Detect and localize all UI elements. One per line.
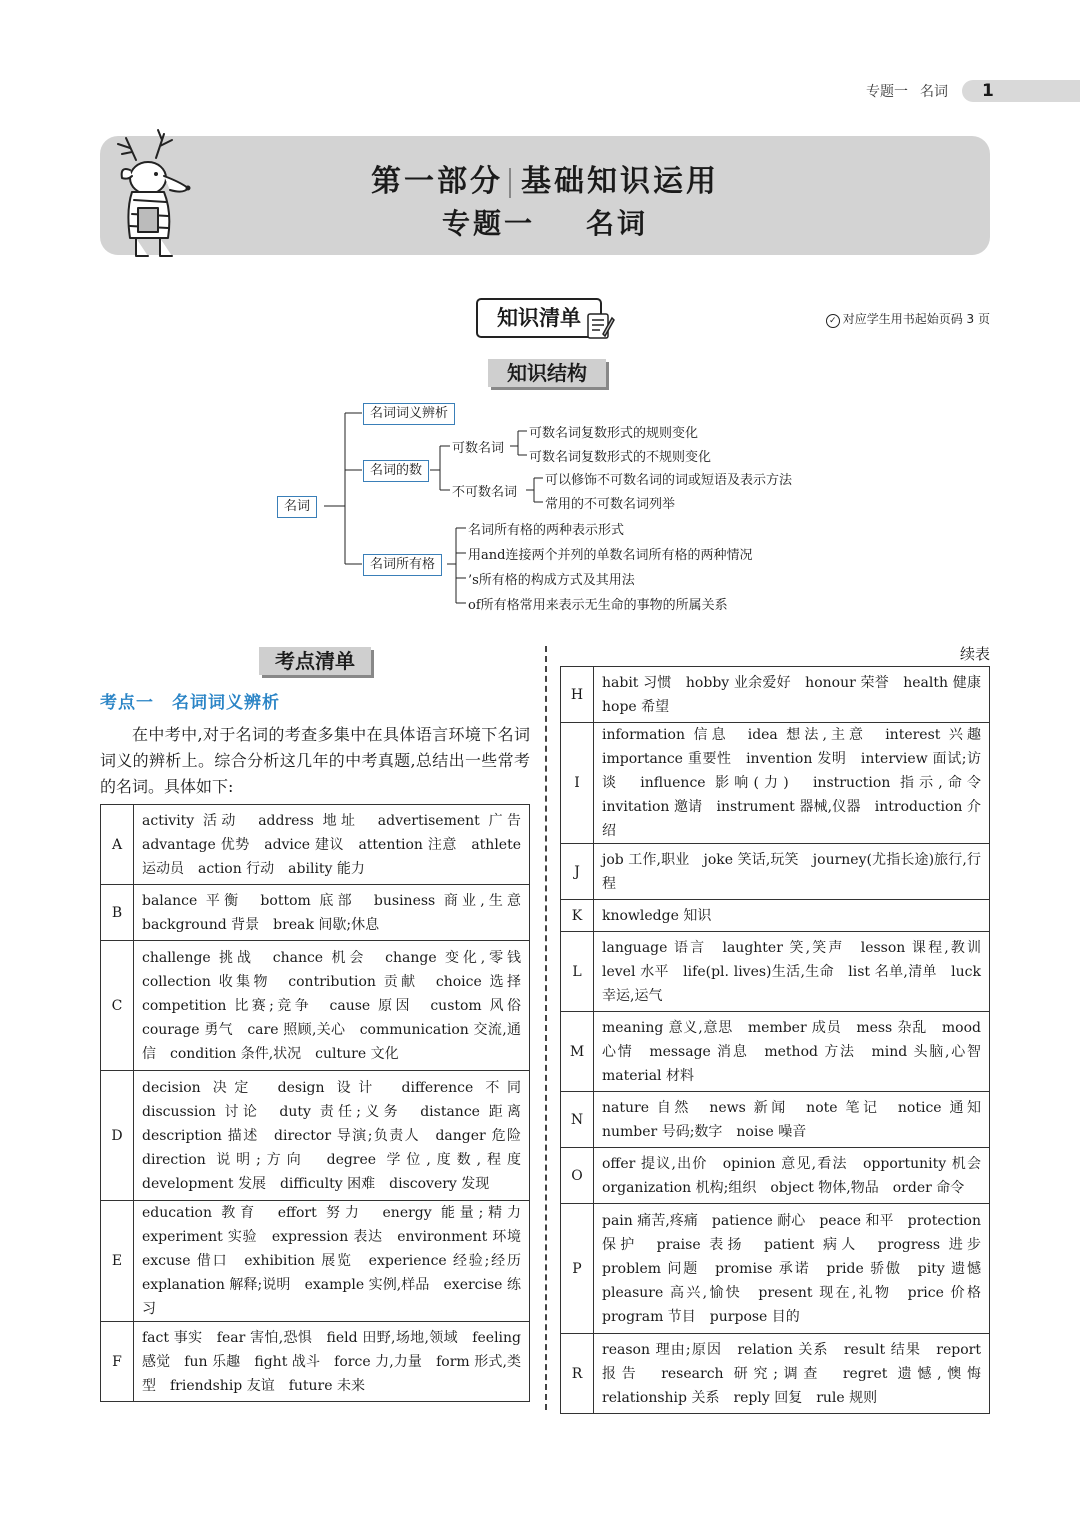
table-row (561, 1012, 990, 1092)
table-row (561, 900, 990, 932)
row-words: meaning 意义,意思 member 成员 mess 杂乱 mood 心情 message 消息 method 方法 mind 头脑,心智 material 材料 (594, 1012, 990, 1092)
row-letter: F (101, 1322, 134, 1402)
row-words: pain 痛苦,疼痛 patience 耐心 peace 和平 protection 保护 praise 表扬 patient 病人 progress 进步 problem 问题 promise 承诺 pride 骄傲 pity 遗憾 pleasure 高兴,愉快 present 现在,礼物 price 价格 program 节目 purpose 目的 (594, 1204, 990, 1334)
reference-note (826, 310, 990, 328)
mindmap-item: 名词所有格的两种表示形式 (468, 523, 625, 538)
vocab-table-left (100, 804, 535, 1402)
banner-part-title: 基础知识运用 (521, 164, 719, 199)
table-row (101, 1201, 530, 1322)
check-circle-icon: ✓ (826, 314, 840, 328)
column-divider (545, 646, 547, 1410)
mindmap-countable: 可数名词 (452, 441, 505, 456)
row-letter: K (561, 900, 594, 932)
table-row (101, 1071, 530, 1201)
row-words: information 信息 idea 想法,主意 interest 兴趣 importance 重要性 invention 发明 interview 面试;访谈 influence 影响(力) instruction 指示,命令 invitation 邀请 instrument 器械,仪器 introduction 介绍 (594, 723, 990, 844)
banner-topic-line (100, 202, 990, 242)
checklist-label: 考点清单 (259, 647, 371, 675)
row-letter: P (561, 1204, 594, 1334)
table-row (561, 1092, 990, 1148)
row-letter: A (101, 805, 134, 885)
table-row (561, 723, 990, 844)
banner-topic-name: 名词 (586, 207, 649, 240)
mindmap-branch-meaning: 名词词义辨析 (363, 403, 455, 425)
mindmap-item: 可以修饰不可数名词的词或短语及表示方法 (545, 473, 793, 488)
row-letter: N (561, 1092, 594, 1148)
table-row (561, 1334, 990, 1414)
page-number: 1 (962, 80, 1080, 102)
row-letter: D (101, 1071, 134, 1201)
row-words: education 教育 effort 努力 energy 能量;精力 experiment 实验 expression 表达 environment 环境 excuse 借口 exhibition 展览 experience 经验;经历 explanation 解释;说明 example 实例,样品 exercise 练习 (134, 1201, 530, 1322)
mindmap-item: 常用的不可数名词列举 (545, 497, 676, 512)
mindmap-item: 用and连接两个并列的单数名词所有格的两种情况 (468, 548, 753, 563)
row-letter: C (101, 941, 134, 1071)
mindmap-branch-number: 名词的数 (363, 460, 429, 482)
table-row (101, 1322, 530, 1402)
continued-label: 续表 (959, 645, 990, 663)
table-row (561, 1204, 990, 1334)
row-letter: I (561, 723, 594, 844)
row-letter: H (561, 667, 594, 723)
mindmap-item: 可数名词复数形式的规则变化 (529, 426, 699, 441)
mindmap-root: 名词 (277, 496, 317, 518)
running-header-topic: 专题一 (866, 84, 908, 100)
row-words: fact 事实 fear 害怕,恐惧 field 田野,场地,领域 feeling 感觉 fun 乐趣 fight 战斗 force 力,力量 form 形式,类型 friendship 友谊 future 未来 (134, 1322, 530, 1402)
deer-mascot-icon (108, 126, 198, 266)
banner-part-line (100, 156, 990, 200)
table-row (101, 941, 530, 1071)
banner-topic-no: 专题一 (441, 207, 535, 240)
row-letter: E (101, 1201, 134, 1322)
row-words: decision 决定 design 设计 difference 不同 discussion 讨论 duty 责任;义务 distance 距离 description 描述 director 导演;负责人 danger 危险 direction 说明;方向 degree 学位,度数,程度 development 发展 difficulty 困难 discovery 发现 (134, 1071, 530, 1201)
row-letter: B (101, 885, 134, 941)
row-words: challenge 挑战 chance 机会 change 变化,零钱 collection 收集物 contribution 贡献 choice 选择 competition 比赛;竞争 cause 原因 custom 风俗 courage 勇气 care 照顾,关心 communication 交流,通信 condition 条件,状况 culture 文化 (134, 941, 530, 1071)
mindmap-item: ’s所有格的构成方式及其用法 (468, 573, 635, 588)
structure-label: 知识结构 (488, 359, 606, 387)
mindmap-item: 可数名词复数形式的不规则变化 (529, 450, 712, 465)
reference-note-text: 对应学生用书起始页码 3 页 (842, 312, 990, 326)
banner-part: 第一部分 (371, 164, 503, 199)
row-words: habit 习惯 hobby 业余爱好 honour 荣誉 health 健康 hope 希望 (594, 667, 990, 723)
table-row (561, 667, 990, 723)
row-words: balance 平衡 bottom 底部 business 商业,生意 background 背景 break 间歇;休息 (134, 885, 530, 941)
table-row (101, 805, 530, 885)
row-words: activity 活动 address 地址 advertisement 广告 advantage 优势 advice 建议 attention 注意 athlete 运动员 action 行动 ability 能力 (134, 805, 530, 885)
table-row (561, 1148, 990, 1204)
table-row (561, 844, 990, 900)
section-title: 考点一 名词词义辨析 (100, 693, 280, 713)
running-header (866, 80, 1080, 102)
mindmap-item: of所有格常用来表示无生命的事物的所属关系 (468, 598, 728, 613)
row-letter: R (561, 1334, 594, 1414)
row-letter: O (561, 1148, 594, 1204)
row-letter: J (561, 844, 594, 900)
mindmap-uncountable: 不可数名词 (452, 485, 518, 500)
mindmap-branch-possessive: 名词所有格 (363, 554, 442, 576)
row-words: offer 提议,出价 opinion 意见,看法 opportunity 机会 organization 机构;组织 object 物体,物品 order 命令 (594, 1148, 990, 1204)
title-banner (100, 136, 990, 255)
running-header-chapter: 名词 (920, 84, 948, 100)
row-letter: L (561, 932, 594, 1012)
knowledge-list-label: 知识清单 (476, 298, 602, 338)
notebook-pencil-icon (585, 308, 615, 342)
row-words: reason 理由;原因 relation 关系 result 结果 report 报告 research 研究;调查 regret 遗憾,懊悔 relationship 关系 reply 回复 rule 规则 (594, 1334, 990, 1414)
row-words: knowledge 知识 (594, 900, 990, 932)
row-words: nature 自然 news 新闻 note 笔记 notice 通知 number 号码;数字 noise 噪音 (594, 1092, 990, 1148)
row-letter: M (561, 1012, 594, 1092)
vocab-table-right (560, 666, 995, 1414)
section-intro: 在中考中,对于名词的考查多集中在具体语言环境下名词词义的辨析上。综合分析这几年的中考真题,总结出一些常考的名词。具体如下: (100, 725, 530, 796)
table-row (561, 932, 990, 1012)
row-words: language 语言 laughter 笑,笑声 lesson 课程,教训 level 水平 life(pl. lives)生活,生命 list 名单,清单 luck 幸运,运气 (594, 932, 990, 1012)
table-row (101, 885, 530, 941)
row-words: job 工作,职业 joke 笑话,玩笑 journey(尤指长途)旅行,行程 (594, 844, 990, 900)
